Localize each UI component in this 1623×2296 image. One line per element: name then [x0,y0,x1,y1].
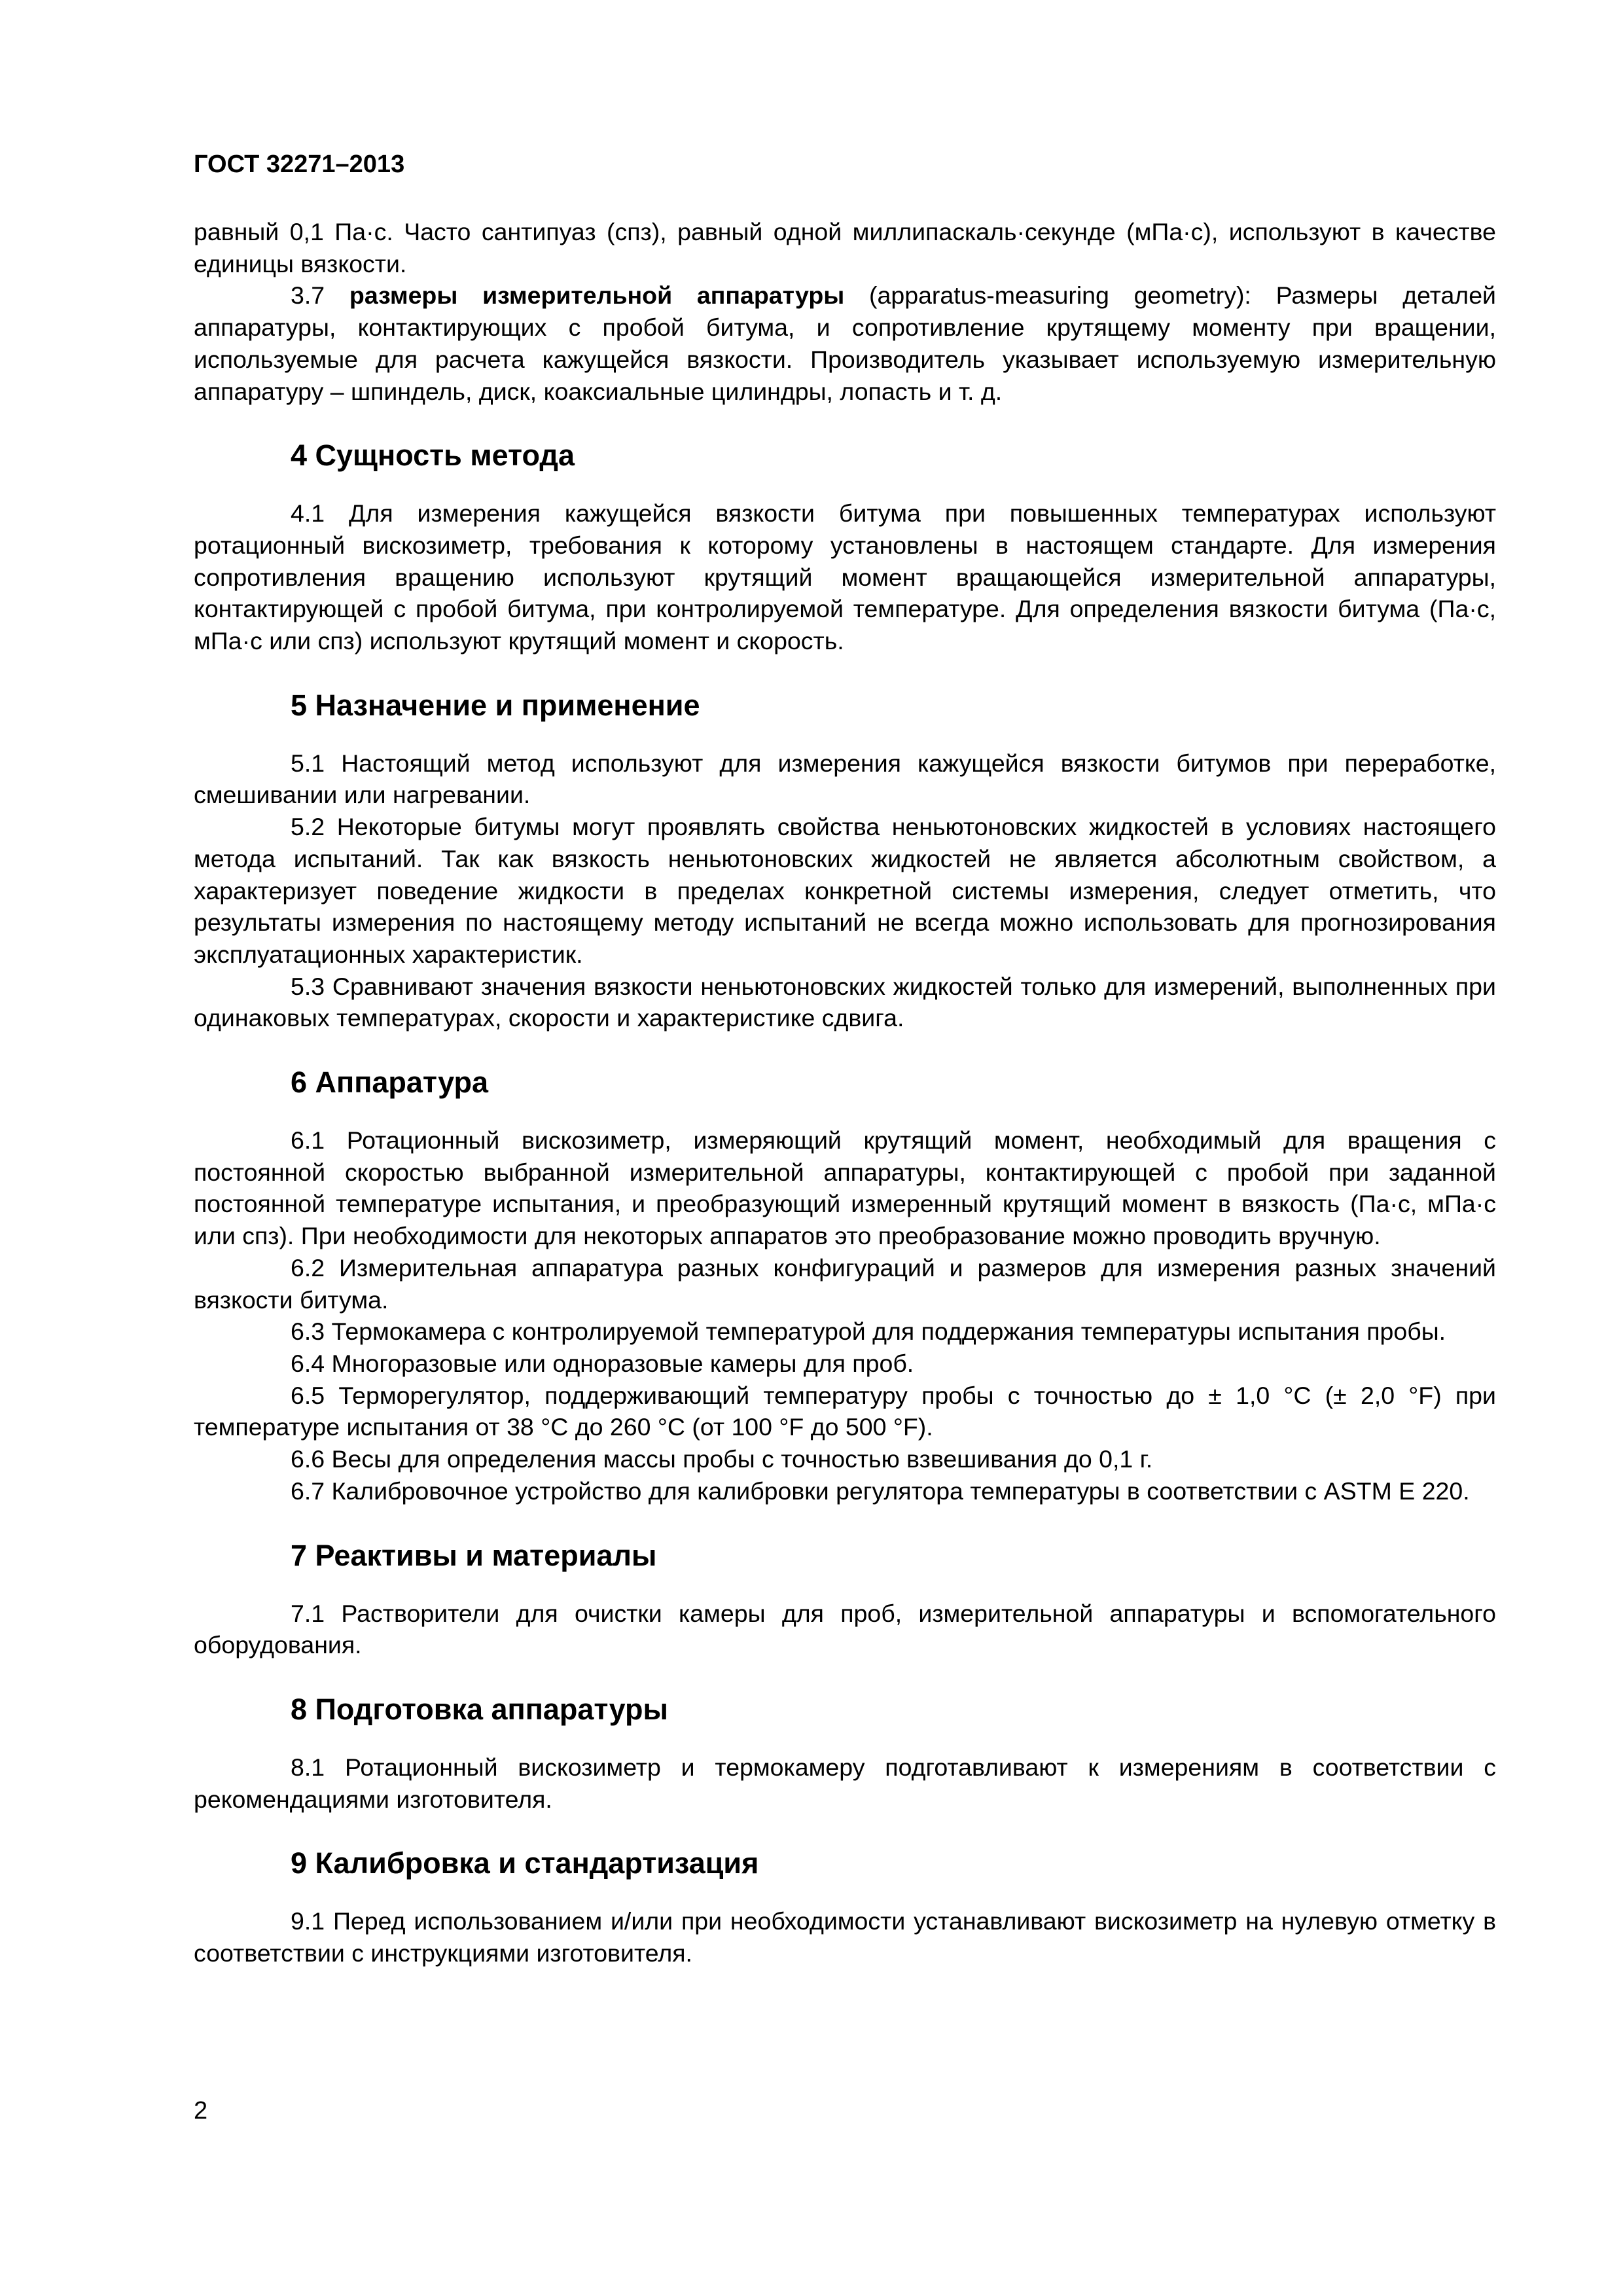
paragraph-7-1: 7.1 Растворители для очистки камеры для проб, измерительной аппаратуры и вспомогательного оборудования. [194,1599,1496,1659]
paragraph-3-7 [194,279,1496,407]
section-heading-8: 8 Подготовка аппаратуры [291,1692,668,1726]
paragraph-5-2: 5.2 Некоторые битумы могут проявлять свойства неньютоновских жидкостей в условиях настоящего метода испытаний. Так как вязкость неньютоновских жидкостей не является абсолютным свойством, а характеризует поведение жидкости в пределах конкретной системы измерения, следует отметить, что результаты измерения по настоящему методу испытаний не всегда можно использовать для прогнозирования эксплуатационных характеристик. [194,813,1496,968]
paragraph-3-6-continuation: равный 0,1 Па·с. Часто сантипуаз (спз), равный одной миллипаскаль·секунде (мПа·с), используют в качестве единицы вязкости. [194,218,1496,278]
section-heading-5: 5 Назначение и применение [291,688,700,722]
paragraph-6-7: 6.7 Калибровочное устройство для калибровки регулятора температуры в соответствии с ASTM E 220. [291,1477,1470,1505]
section-heading-4: 4 Сущность метода [291,439,575,473]
document-body [194,216,1496,1969]
paragraph-6-2: 6.2 Измерительная аппаратура разных конфигураций и размеров для измерения разных значений вязкости битума. [194,1253,1496,1314]
paragraph-5-3: 5.3 Сравнивают значения вязкости неньютоновских жидкостей только для измерений, выполненных при одинаковых температурах, скорости и характеристике сдвига. [194,972,1496,1032]
paragraph-6-4: 6.4 Многоразовые или одноразовые камеры для проб. [291,1349,914,1377]
paragraph-8-1: 8.1 Ротационный вискозиметр и термокамеру подготавливают к измерениям в соответствии с рекомендациями изготовителя. [194,1753,1496,1813]
page-number: 2 [194,2097,208,2125]
paragraph-6-5: 6.5 Терморегулятор, поддерживающий температуру пробы с точностью до ± 1,0 °С (± 2,0 °F) при температуре испытания от 38 °С до 260 °С (от 100 °F до 500 °F). [194,1381,1496,1441]
section-heading-6: 6 Аппаратура [291,1066,489,1100]
paragraph-3-7-number: 3.7 [291,281,325,310]
paragraph-9-1: 9.1 Перед использованием и/или при необходимости устанавливают вискозиметр на нулевую отметку в соответствии с инструкциями изготовителя. [194,1907,1496,1967]
paragraph-4-1: 4.1 Для измерения кажущейся вязкости битума при повышенных температурах используют ротационный вискозиметр, требования к которому установлены в настоящем стандарте. Для измерения сопротивления вращению используют крутящий момент вращающейся измерительной аппаратуры, контактирующей с пробой битума, при контролируемой температуре. Для определения вязкости битума (Па·с, мПа·с или спз) используют крутящий момент и скорость. [194,499,1496,655]
document-header: ГОСТ 32271–2013 [194,151,405,178]
paragraph-3-7-definition: (apparatus-measuring geometry): Размеры деталей аппаратуры, контактирующих с пробой битума, и сопротивление крутящему моменту при вращении, используемые для расчета кажущейся вязкости. Производитель указывает используемую измерительную аппаратуру – шпиндель, диск, коаксиальные цилиндры, лопасть и т. д. [194,281,1496,405]
term-measuring-geometry: размеры измерительной аппаратуры [349,281,845,310]
section-heading-7: 7 Реактивы и материалы [291,1538,657,1572]
paragraph-6-1: 6.1 Ротационный вискозиметр, измеряющий крутящий момент, необходимый для вращения с постоянной скоростью выбранной измерительной аппаратуры, контактирующей с пробой при заданной постоянной температуре испытания, и преобразующий измеренный крутящий момент в вязкость (Па·с, мПа·с или спз). При необходимости для некоторых аппаратов это преобразование можно проводить вручную. [194,1126,1496,1250]
paragraph-6-3: 6.3 Термокамера с контролируемой температурой для поддержания температуры испытания пробы. [291,1318,1446,1346]
paragraph-5-1: 5.1 Настоящий метод используют для измерения кажущейся вязкости битумов при переработке, смешивании или нагревании. [194,749,1496,809]
paragraph-6-6: 6.6 Весы для определения массы пробы с точностью взвешивания до 0,1 г. [291,1445,1153,1473]
section-heading-9: 9 Калибровка и стандартизация [291,1846,759,1880]
